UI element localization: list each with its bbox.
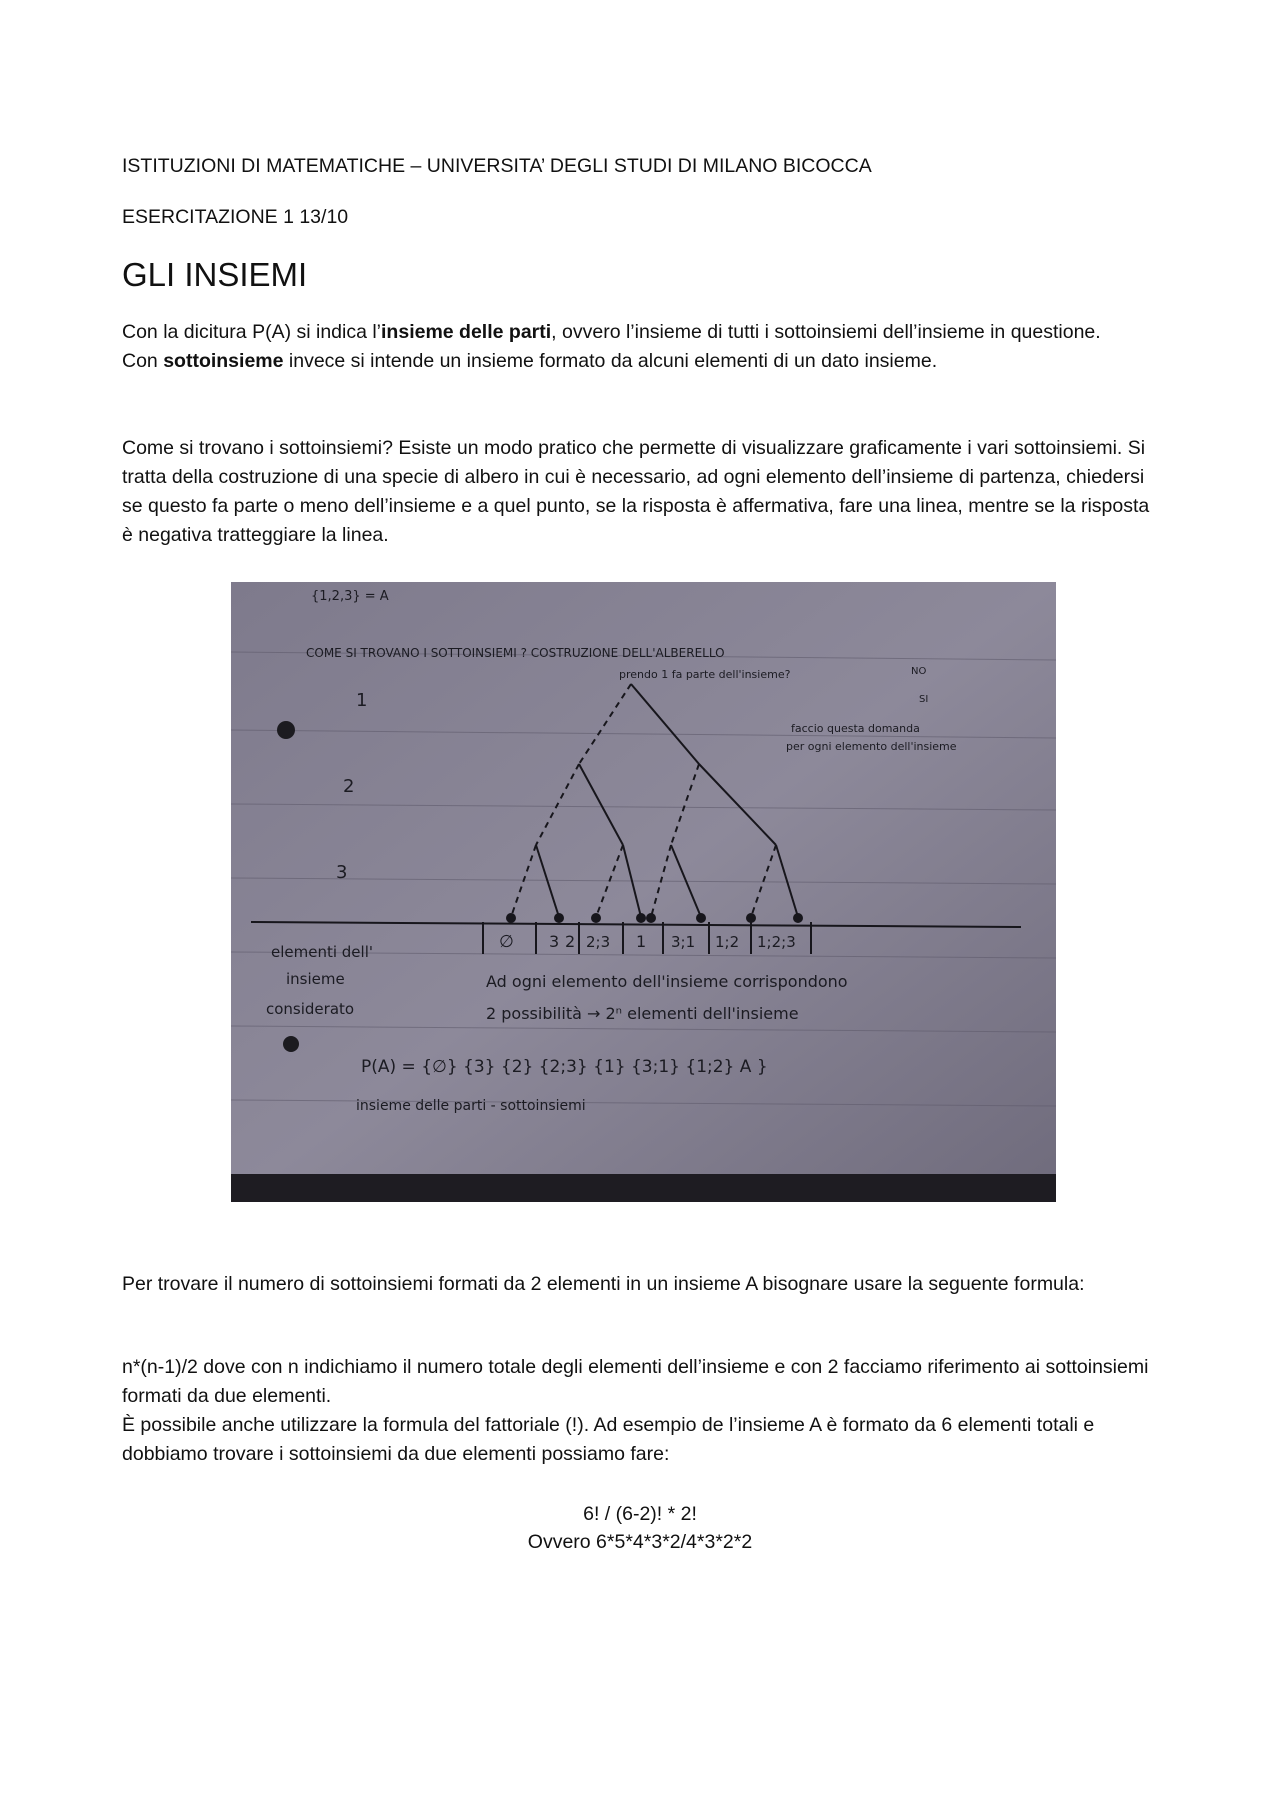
photo-ask: prendo 1 fa parte dell'insieme?	[619, 668, 791, 681]
power-set: P(A) = {∅} {3} {2} {2;3} {1} {3;1} {1;2} A }	[361, 1057, 768, 1077]
paragraph-tree-method: Come si trovano i sottoinsiemi? Esiste un modo pratico che permette di visualizzare graficamente i vari sottoinsiemi. Si tratta della costruzione di una specie di albero in cui è necessario, ad ogni elemento dell’insieme di partenza, chiedersi se questo fa parte o meno dell’insieme e a quel punto, se la risposta è affermativa, fare una linea, mentre se la risposta è negativa tratteggiare la linea.	[122, 437, 1150, 546]
punch-hole	[283, 1036, 299, 1052]
photo-note2: per ogni elemento dell'insieme	[786, 740, 957, 753]
punch-hole	[277, 721, 295, 739]
power-set-label: insieme delle parti - sottoinsiemi	[356, 1098, 586, 1114]
formula-expanded: Ovvero 6*5*4*3*2/4*3*2*2	[527, 1531, 753, 1553]
level-2: 2	[343, 776, 355, 797]
level-3: 3	[336, 862, 348, 883]
formula-factorial: 6! / (6-2)! * 2!	[583, 1503, 697, 1525]
paragraph-definition: Con la dicitura P(A) si indica l’insieme delle parti, ovvero l’insieme di tutti i sottoinsiemi dell’insieme in questione. Con sottoinsieme invece si intende un insieme formato da alcuni elementi di un dato insieme.	[122, 321, 1101, 372]
exercise-label: ESERCITAZIONE 1 13/10	[122, 206, 349, 228]
left-label-3: considerato	[266, 1000, 355, 1018]
cell-2: 2	[565, 932, 576, 951]
page-title: GLI INSIEMI	[122, 256, 308, 293]
photo-no: NO	[911, 666, 927, 677]
cell-1-2-3: 1;2;3	[757, 933, 796, 951]
level-1: 1	[356, 690, 368, 711]
bold-sottoinsieme: sottoinsieme	[163, 350, 284, 372]
photo-note1: faccio questa domanda	[791, 722, 920, 735]
right-note-2: 2 possibilità → 2ⁿ elementi dell'insieme	[486, 1004, 799, 1023]
set-notation: {1,2,3} = A	[311, 589, 389, 604]
left-label-2: insieme	[286, 970, 345, 988]
cell-3: 3	[549, 932, 560, 951]
course-header: ISTITUZIONI DI MATEMATICHE – UNIVERSITA’ DEGLI STUDI DI MILANO BICOCCA	[122, 155, 872, 177]
bold-insieme-delle-parti: insieme delle parti	[381, 321, 552, 343]
left-label-1: elementi dell'	[271, 943, 373, 961]
right-note-1: Ad ogni elemento dell'insieme corrispondono	[486, 972, 848, 991]
photo-dark-edge	[231, 1174, 1056, 1202]
cell-3-1: 3;1	[671, 933, 696, 951]
cell-1: 1	[636, 932, 647, 951]
cell-2-3: 2;3	[586, 933, 611, 951]
notebook-photo	[231, 582, 1056, 1202]
paragraph-formula-explain: n*(n-1)/2 dove con n indichiamo il numero totale degli elementi dell’insieme e con 2 facciamo riferimento ai sottoinsiemi formati da due elementi. È possibile anche utilizzare la formula del fattoriale (!). Ad esempio de l’insieme A è formato da 6 elementi totali e dobbiamo trovare i sottoinsiemi da due elementi possiamo fare:	[122, 1356, 1149, 1465]
photo-si: SI	[919, 694, 929, 705]
cell-1-2: 1;2	[715, 933, 740, 951]
paragraph-formula-intro: Per trovare il numero di sottoinsiemi formati da 2 elementi in un insieme A bisognare usare la seguente formula:	[122, 1273, 1085, 1295]
photo-question: COME SI TROVANO I SOTTOINSIEMI ? COSTRUZIONE DELL'ALBERELLO	[306, 646, 725, 660]
cell-empty: ∅	[499, 932, 514, 952]
